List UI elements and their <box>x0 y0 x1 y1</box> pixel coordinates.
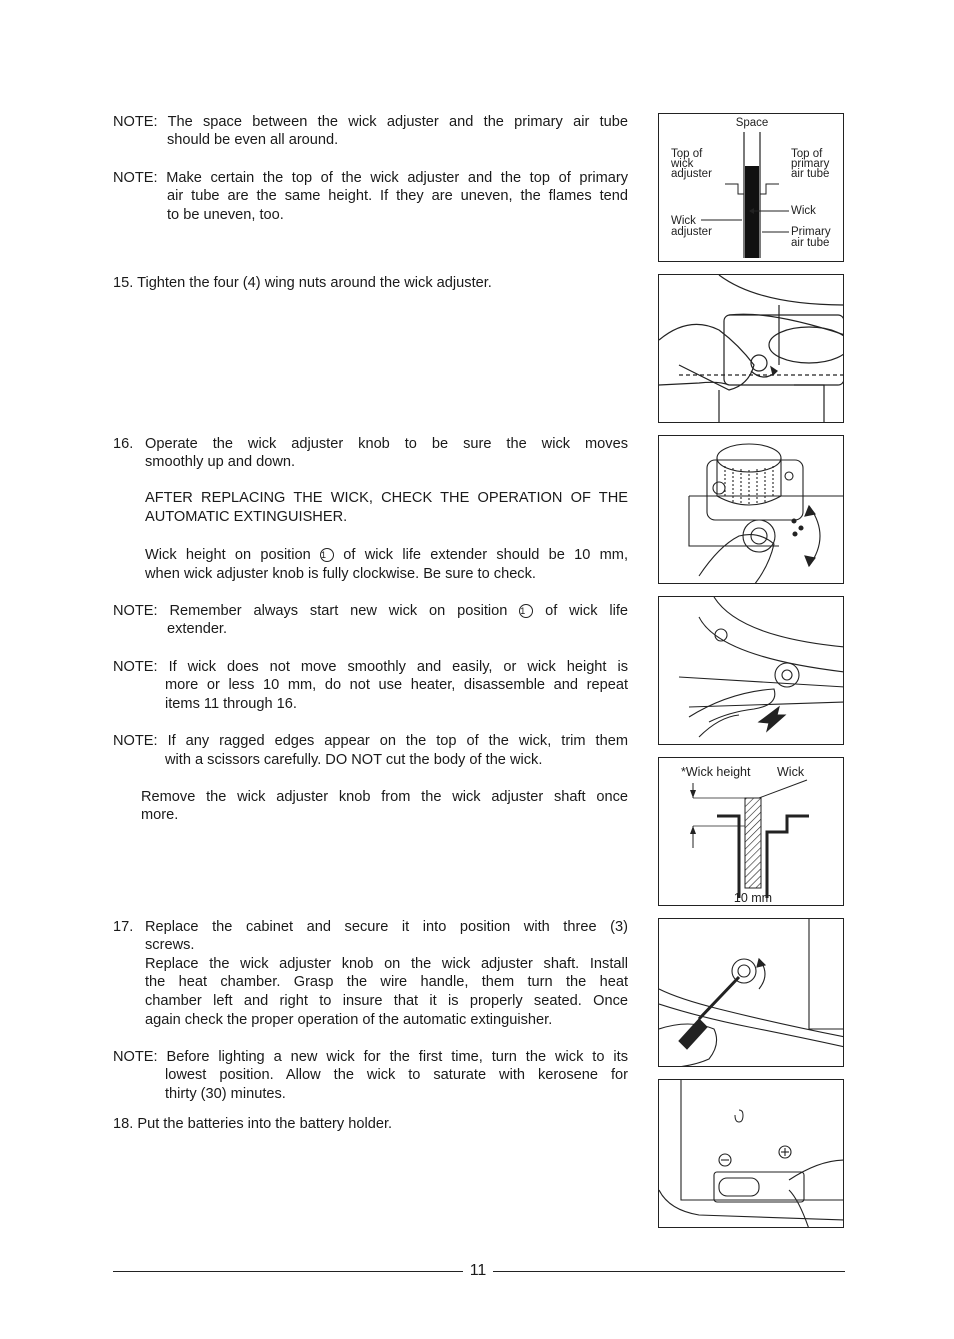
label-wick: Wick <box>777 765 805 779</box>
label-wick-adjuster-2: adjuster <box>671 226 712 238</box>
note-label: NOTE: <box>113 603 158 619</box>
caps-warning: AFTER REPLACING THE WICK, CHECK THE OPERATION OF THE <box>145 490 628 506</box>
cabinet-screw-illustration <box>658 918 844 1067</box>
footer-rule-left <box>113 1271 463 1272</box>
step-text: Operate the wick adjuster knob to be sure the wick moves <box>145 436 628 452</box>
remove-text: Remove the wick adjuster knob from the wick adjuster shaft once <box>141 789 628 805</box>
step-text: screws. <box>145 937 195 953</box>
note-text: with a scissors carefully. DO NOT cut the body of the wick. <box>165 752 543 768</box>
note-text: items 11 through 16. <box>165 696 297 712</box>
label-top-wick-3: adjuster <box>671 168 712 180</box>
note-text: should be even all around. <box>167 132 339 148</box>
wing-nut-illustration <box>658 274 844 423</box>
label-top-air-2: primary <box>791 158 830 170</box>
step-text: of wick life extender should be 10 mm, <box>343 547 629 563</box>
step-18: 18. Put the batteries into the battery holder. <box>113 1116 393 1132</box>
label-wick-adjuster-1: Wick <box>671 215 696 227</box>
label-top-wick-2: wick <box>671 158 694 170</box>
label-wick-height: *Wick height <box>681 765 751 779</box>
label-top-air-1: Top of <box>791 148 823 160</box>
note-ragged <box>113 732 628 751</box>
note-label: NOTE: <box>113 1049 158 1065</box>
wick-space-diagram <box>658 113 844 262</box>
step-number: 17. <box>113 919 134 935</box>
step-text: again check the proper operation of the automatic extinguisher. <box>145 1012 553 1028</box>
wick-height-diagram <box>658 757 844 906</box>
knob-operation-illustration <box>658 435 844 584</box>
footer-rule-right <box>493 1271 845 1272</box>
note-text: extender. <box>167 621 228 637</box>
step-number: 16. <box>113 436 134 452</box>
note-text: lowest position. Allow the wick to saturate with kerosene for <box>165 1067 628 1083</box>
note-text: air tube are the same height. If they are uneven, the flames tend <box>167 188 628 204</box>
step-text: smoothly up and down. <box>145 454 296 470</box>
note-text: of wick life <box>545 603 629 619</box>
note-label: NOTE: <box>113 170 158 186</box>
step-text: the heat chamber. Grasp the wire handle, them turn the heat <box>145 974 628 990</box>
note-text: Make certain the top of the wick adjuster and the top of primary <box>166 170 628 186</box>
step-text: chamber left and right to insure that it is properly seated. Once <box>145 993 628 1009</box>
note-text: The space between the wick adjuster and the primary air tube <box>167 114 628 130</box>
note-text: to be uneven, too. <box>167 207 284 223</box>
remove-knob-illustration <box>658 596 844 745</box>
battery-holder-illustration <box>658 1079 844 1228</box>
note-smoothly <box>113 658 628 677</box>
position-mark: 1 <box>320 548 334 562</box>
label-wick: Wick <box>791 205 816 217</box>
label-primary-2: air tube <box>791 237 830 249</box>
label-space: Space <box>735 117 769 129</box>
note-remember <box>113 602 628 621</box>
step-15: 15. Tighten the four (4) wing nuts around the wick adjuster. <box>113 275 492 291</box>
note-lighting <box>113 1048 628 1067</box>
note-label: NOTE: <box>113 114 158 130</box>
wick-height-text <box>145 546 628 565</box>
step-text: Replace the cabinet and secure it into position with three (3) <box>145 919 628 935</box>
label-top-air-3: air tube <box>791 168 830 180</box>
label-10mm: 10 mm <box>733 891 773 905</box>
note-text: If wick does not move smoothly and easily, or wick height is <box>168 659 628 675</box>
position-mark: 1 <box>519 604 533 618</box>
note-text: more or less 10 mm, do not use heater, disassemble and repeat <box>165 677 628 693</box>
caps-warning: AUTOMATIC EXTINGUISHER. <box>145 509 348 525</box>
label-primary-1: Primary <box>791 226 831 238</box>
note-text: Before lighting a new wick for the first time, turn the wick to its <box>166 1049 628 1065</box>
note-label: NOTE: <box>113 659 158 675</box>
page-number: 11 <box>469 1262 487 1279</box>
remove-text: more. <box>141 807 179 823</box>
note-text: If any ragged edges appear on the top of the wick, trim them <box>167 733 628 749</box>
note-label: NOTE: <box>113 733 158 749</box>
step-text: when wick adjuster knob is fully clockwise. Be sure to check. <box>145 566 536 582</box>
note-text: thirty (30) minutes. <box>165 1086 286 1102</box>
label-top-wick-1: Top of <box>671 148 703 160</box>
step-text: Wick height on position <box>145 547 311 563</box>
note-text: Remember always start new wick on position <box>169 603 508 619</box>
step-text: Replace the wick adjuster knob on the wick adjuster shaft. Install <box>145 956 628 972</box>
